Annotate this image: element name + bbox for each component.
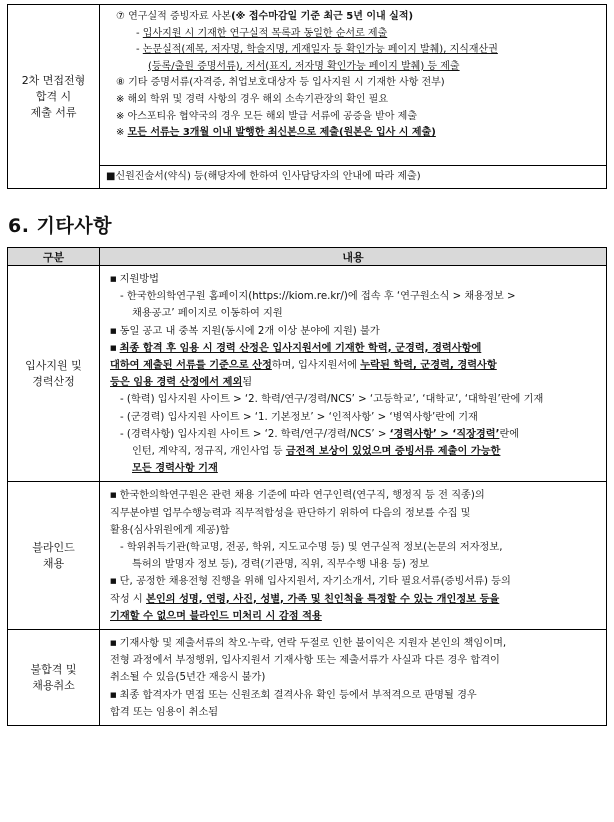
text-span: - 학위취득기관(학교명, 전공, 학위, 지도교수명 등) 및 연구실적 정보(논문의 저자정보, (120, 542, 503, 554)
misc-info-table (7, 247, 607, 726)
text-line (110, 487, 598, 504)
text-line (108, 26, 600, 43)
text-line (110, 669, 598, 686)
text-line (108, 75, 600, 92)
text-line (110, 271, 598, 288)
text-span: 한국한의학연구원은 관련 채용 기준에 따라 연구인력(연구직, 행정직 등 전 직종)의 (119, 490, 485, 502)
text-span: 란에 (499, 428, 520, 440)
text-span: 채용공고’ 페이지로 이동하여 지원 (132, 308, 283, 320)
row-content (100, 266, 606, 481)
text-line (110, 305, 598, 322)
text-span: 특허의 발명자 정보 등), 경력(기관명, 직위, 직무수행 내용 등) 정보 (132, 559, 429, 571)
category-line: 합격 시 (35, 89, 72, 103)
text-span: 기재사항 및 제출서류의 착오·누락, 연락 두절로 인한 불이익은 지원자 본인의 책임이며, (119, 638, 507, 650)
text-line (110, 409, 598, 426)
text-span: 활용(심사위원에게 제공)함 (110, 524, 230, 536)
row-content (100, 630, 606, 725)
text-span: ‘경력사항’ > ‘직장경력’ (389, 428, 500, 440)
text-span: 취소될 수 있음(5년간 재응시 불가) (110, 672, 266, 684)
text-span: 됨 (242, 377, 253, 389)
text-line (110, 323, 598, 340)
text-span: ⑦ 연구실적 증빙자료 사본 (116, 11, 232, 22)
text-line (110, 704, 598, 721)
row-category (8, 482, 100, 629)
text-span: 모든 서류는 3개월 이내 발행한 최신본으로 제출(원본은 입사 시 제출) (127, 127, 436, 139)
text-line (108, 92, 600, 109)
text-line (110, 374, 598, 391)
header-col-content: 내용 (342, 250, 364, 264)
text-span: 본인의 성명, 연령, 사진, 성별, 가족 및 친인척을 특정할 수 있는 개인정보 등을 (146, 593, 500, 605)
row-content (100, 482, 606, 629)
table-row (8, 630, 606, 725)
text-span: 금전적 보상이 있었으며 증빙서류 제출이 가능한 (285, 446, 501, 458)
text-line (110, 391, 598, 408)
text-span: 등은 임용 경력 산정에서 제외 (110, 377, 243, 389)
table-row (8, 266, 606, 482)
text-span: ※ (116, 127, 128, 139)
table-header (8, 248, 606, 266)
text-span: ⑧ 기타 증명서류(자격증, 취업보호대상자 등 입사지원 시 기재한 사항 전부) (116, 77, 445, 89)
text-span: 동일 공고 내 중복 지원(동시에 2개 이상 분야에 지원) 불가 (119, 325, 380, 337)
category-line: 블라인드 (32, 540, 75, 554)
text-span: 모든 경력사항 기재 (132, 463, 218, 475)
table-rows (8, 266, 606, 725)
text-span: 기재할 수 없으며 블라인드 미처리 시 감점 적용 (110, 610, 322, 622)
text-line (110, 357, 598, 374)
text-span: 누락된 학력, 군경력, 경력사항 (360, 360, 497, 372)
text-line (110, 635, 598, 652)
table1-content (100, 5, 606, 188)
text-span: 하며, 입사지원서에 (271, 360, 361, 372)
text-span: 전형 과정에서 부정행위, 입사지원서 기재사항 또는 제출서류가 사실과 다른 경우 합격이 (110, 655, 500, 667)
category-line: 제출 서류 (30, 105, 77, 119)
text-line (110, 460, 598, 477)
text-span: 입사지원 시 기재한 연구실적 목록과 동일한 순서로 제출 (142, 27, 388, 39)
text-span: ※ 아스포티유 협약국의 경우 모든 해외 발급 서류에 공증을 받아 제출 (116, 110, 417, 122)
text-span: 최종 합격자가 면접 또는 신원조회 결격사유 확인 등에서 부적격으로 판명될 경우 (119, 689, 477, 701)
text-span: (※ 접수마감일 기준 최근 5년 이내 실적) (231, 11, 414, 22)
category-line: 입사지원 및 (25, 358, 82, 372)
text-line (110, 591, 598, 608)
text-span: - (경력사항) 입사지원 사이트 > ‘2. 학력/연구/경력/NCS’ > (120, 428, 390, 440)
text-span: 합격 또는 임용이 취소됨 (110, 706, 219, 718)
text-span: - 한국한의학연구원 홈페이지(https://kiom.re.kr/)에 접속 후 ‘연구원소식 > 채용정보 > (120, 291, 516, 303)
table1-category-cell (8, 5, 100, 188)
text-line (108, 9, 600, 26)
text-span: 대하여 제출된 서류를 기준으로 산정 (110, 360, 272, 372)
text-span: - (군경력) 입사지원 사이트 > ‘1. 기본정보’ > ‘인적사항’ > ‘병역사항’란에 기재 (120, 411, 478, 423)
text-line (110, 522, 598, 539)
text-span: - (136, 44, 143, 56)
text-line (108, 42, 600, 59)
section-title: 6. 기타사항 (8, 215, 112, 237)
text-span: 최종 합격 후 임용 시 경력 산정은 입사지원서에 기재한 학력, 군경력, 경력사항에 (119, 342, 482, 354)
text-line (110, 608, 598, 625)
row-category (8, 630, 100, 725)
text-line (110, 340, 598, 357)
category-line: 불합격 및 (30, 662, 77, 676)
category-line: 채용취소 (32, 678, 75, 692)
text-line (108, 59, 600, 76)
text-line (110, 426, 598, 443)
text-line (108, 109, 600, 126)
category-line: 2차 면접전형 (21, 73, 86, 87)
submission-documents-table (7, 4, 607, 189)
text-line (110, 288, 598, 305)
text-span: 작성 시 (110, 593, 146, 605)
table1-bottom-note: ■신원진술서(약식) 등(해당자에 한하여 인사담당자의 안내에 따라 제출) (106, 171, 421, 182)
text-line (108, 125, 600, 142)
text-line (110, 573, 598, 590)
text-span: 직무분야별 업무수행능력과 직무적합성을 판단하기 위하여 다음의 정보를 수집 및 (110, 507, 471, 519)
text-span: - (학력) 입사지원 사이트 > ‘2. 학력/연구/경력/NCS’ > ‘고등학교’, ‘대학교’, ‘대학원’란에 기재 (120, 394, 544, 406)
category-line: 채용 (42, 556, 65, 570)
text-line (110, 652, 598, 669)
text-line (110, 539, 598, 556)
text-span: ※ 해외 학위 및 경력 사항의 경우 해외 소속기관장의 확인 필요 (116, 93, 389, 105)
text-span: (등록/출원 증명서류), 저서(표지, 저자명 확인가능 페이지 발췌) 등 제출 (148, 60, 460, 72)
text-line (110, 556, 598, 573)
table1-content-lines (100, 5, 606, 166)
table-row (8, 482, 606, 630)
text-line (110, 505, 598, 522)
text-span: 논문실적(제목, 저자명, 학술지명, 게재일자 등 확인가능 페이지 발췌), 지식재산권 (142, 44, 498, 56)
text-span: - (136, 27, 143, 39)
row-category (8, 266, 100, 481)
header-col-category: 구분 (8, 248, 100, 265)
text-line (110, 687, 598, 704)
text-span: 단, 공정한 채용전형 진행을 위해 입사지원서, 자기소개서, 기타 필요서류(증빙서류) 등의 (119, 576, 511, 588)
category-line: 경력산정 (32, 374, 75, 388)
text-span: 인턴, 계약직, 정규직, 개인사업 등 (132, 446, 286, 458)
text-span: 지원방법 (119, 274, 159, 285)
text-line (110, 443, 598, 460)
